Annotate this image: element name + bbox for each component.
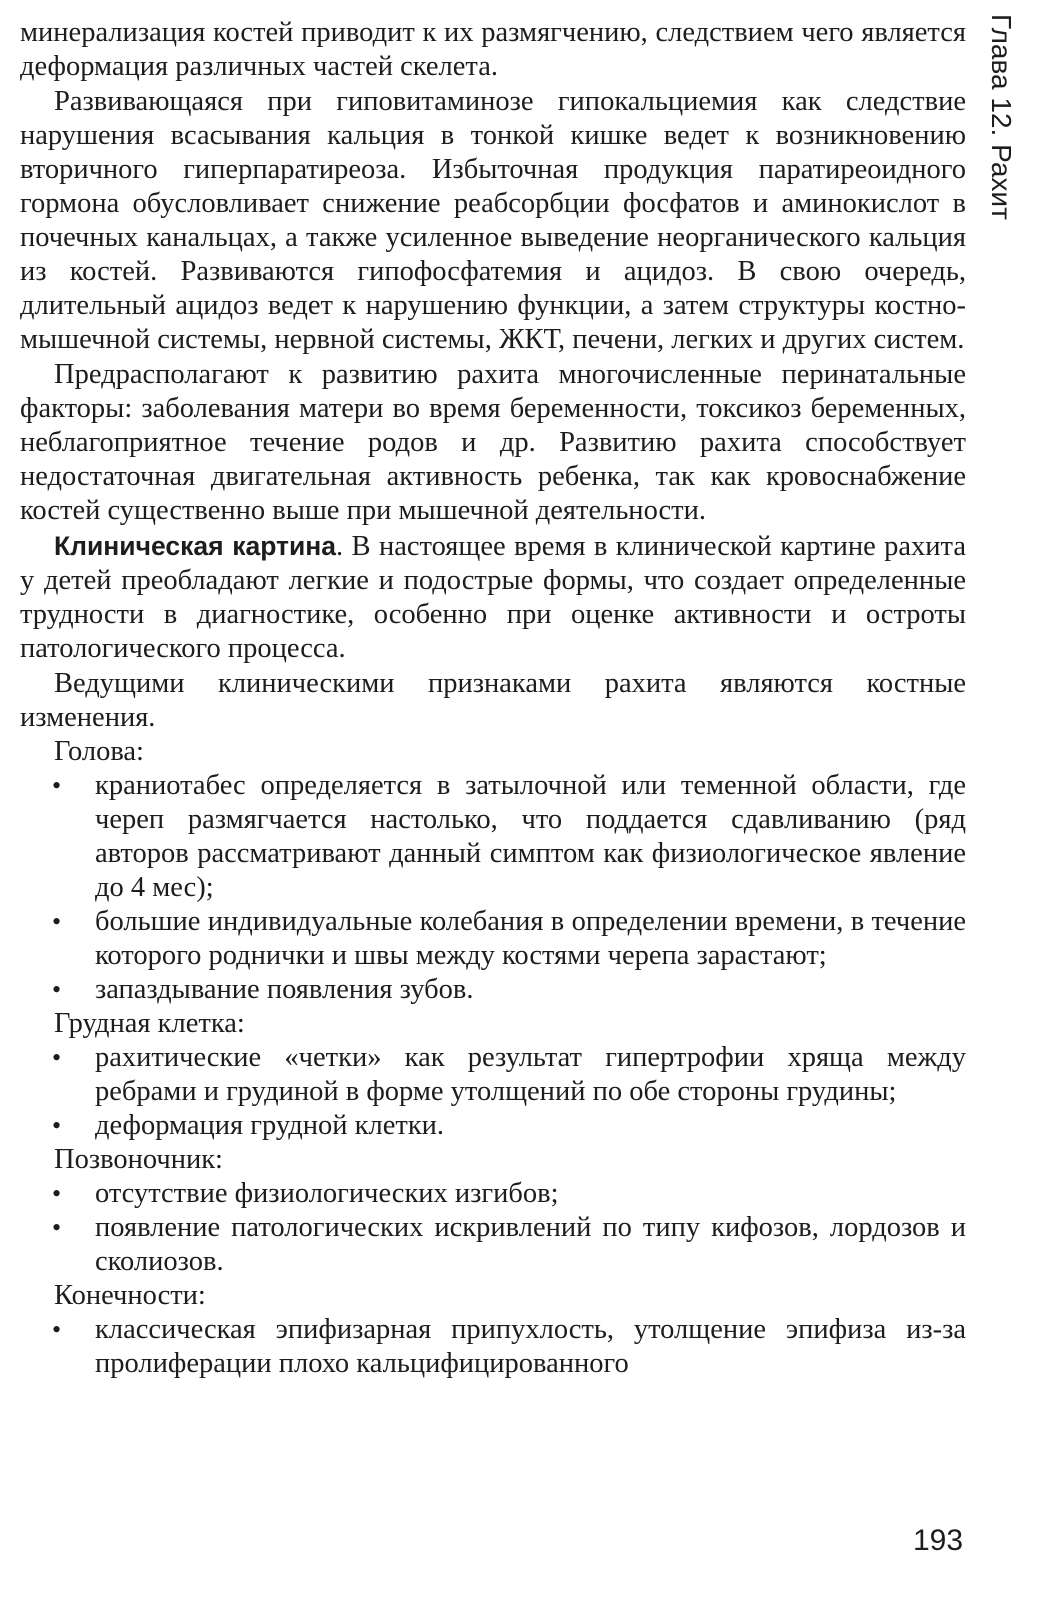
bullet-icon: •: [52, 1315, 62, 1344]
bullet-icon: •: [52, 907, 62, 936]
list-item-text: появление патологических искривлений по типу кифозов, лордозов и сколиозов.: [95, 1212, 966, 1277]
list-item-text: деформация грудной клетки.: [95, 1110, 445, 1141]
section-title-chest: Грудная клетка:: [54, 1008, 245, 1039]
bullet-list-spine: [20, 1177, 966, 1279]
bullet-list-limbs: [20, 1313, 966, 1381]
paragraph-leading-signs: Ведущими клиническими признаками рахита являются костные изменения.: [20, 668, 966, 733]
paragraph-continued: минерализация костей приводит к их размягчению, следствием чего является деформация различных частей скелета.: [20, 17, 966, 82]
bullet-icon: •: [52, 1213, 62, 1242]
list-item: [20, 1177, 966, 1211]
clinical-picture-text: . В настоящее время в клинической картине рахита у детей преобладают легкие и подострые формы, что создает определенные трудности в диагностике, особенно при оценке активности и остроты патологического процесса.: [20, 531, 966, 664]
list-item: [20, 905, 966, 973]
list-item: [20, 769, 966, 905]
list-item-text: краниотабес определяется в затылочной или теменной области, где череп размягчается настолько, что поддается сдавливанию (ряд авторов рассматривают данный симптом как физиологическое явление до 4 мес);: [95, 770, 966, 903]
list-item-text: отсутствие физиологических изгибов;: [95, 1178, 559, 1209]
clinical-picture-heading: Клиническая картина: [54, 531, 337, 561]
bullet-list-chest: [20, 1041, 966, 1143]
page-body: [20, 16, 966, 1381]
list-item: [20, 1313, 966, 1381]
paragraph-risk-factors: Предрасполагают к развитию рахита многочисленные перинатальные факторы: заболевания матери во время беременности, токсикоз беременных, неблагоприятное течение родов и др. Развитию рахита способствует недостаточная двигательная активность ребенка, так как кровоснабжение костей существенно выше при мышечной деятельности.: [20, 359, 966, 526]
bullet-icon: •: [52, 1043, 62, 1072]
list-item-text: запаздывание появления зубов.: [95, 974, 474, 1005]
list-item-text: большие индивидуальные колебания в определении времени, в течение которого роднички и швы между костями черепа зарастают;: [95, 906, 966, 971]
paragraph-clinical-picture: [20, 529, 966, 666]
list-item: [20, 1041, 966, 1109]
section-title-head: Голова:: [54, 736, 144, 767]
bullet-list-head: [20, 769, 966, 1007]
list-item: [20, 973, 966, 1007]
list-item-text: классическая эпифизарная припухлость, утолщение эпифиза из-за пролиферации плохо кальцифицированного: [95, 1314, 966, 1379]
section-title-spine: Позвоночник:: [54, 1144, 223, 1175]
section-title-limbs: Конечности:: [54, 1280, 206, 1311]
list-item: [20, 1109, 966, 1143]
paragraph-pathogenesis: Развивающаяся при гиповитаминозе гипокальциемия как следствие нарушения всасывания кальция в тонкой кишке ведет к возникновению вторичного гиперпаратиреоза. Избыточная продукция паратиреоидного гормона обусловливает снижение реабсорбции фосфатов и аминокислот в почечных канальцах, а также усиленное выведение неорганического кальция из костей. Развиваются гипофосфатемия и ацидоз. В свою очередь, длительный ацидоз ведет к нарушению функции, а затем структуры костно-мышечной системы, нервной системы, ЖКТ, печени, легких и других систем.: [20, 86, 966, 355]
page-number: 193: [913, 1524, 964, 1557]
bullet-icon: •: [52, 1111, 62, 1140]
bullet-icon: •: [52, 975, 62, 1004]
list-item-text: рахитические «четки» как результат гипертрофии хряща между ребрами и грудиной в форме утолщений по обе стороны грудины;: [95, 1042, 966, 1107]
bullet-icon: •: [52, 1179, 62, 1208]
list-item: [20, 1211, 966, 1279]
bullet-icon: •: [52, 771, 62, 800]
running-header: Глава 12. Рахит: [986, 14, 1017, 220]
